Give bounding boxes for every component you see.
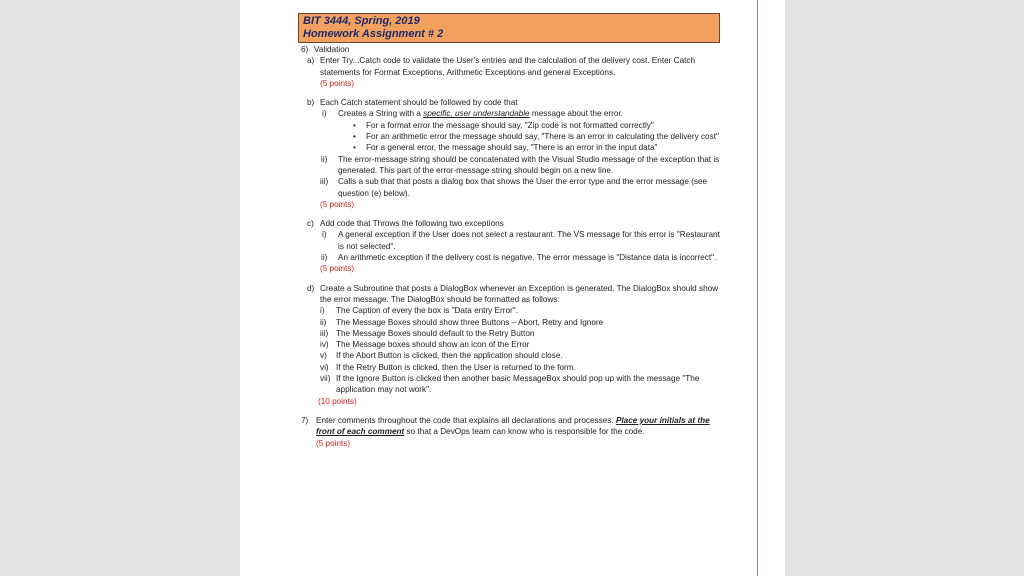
assignment-header	[298, 13, 720, 43]
q6b-bullet-1: • For a format error the message should say, "Zip code is not formatted correctly"	[353, 120, 654, 130]
q6b-points: (5 points)	[320, 199, 355, 209]
q6b-bullet-2: • For an arithmetic error the message should say, "There is an error in calculating the delivery cost"	[353, 132, 719, 142]
q6a: a) Enter Try...Catch code to validate the User's entries and the calculation of the delivery cost. Enter Catch statements for Format Exceptions, Arithmetic Exceptions and general Exceptions.	[307, 56, 696, 77]
course-title: BIT 3444, Spring, 2019	[303, 15, 420, 27]
q6c-points: (5 points)	[320, 264, 355, 274]
q6d-item: iii) The Message Boxes should default to the Retry Button	[320, 328, 535, 338]
q6d-item: vi) If the Retry Button is clicked, then the User is returned to the form.	[320, 362, 576, 372]
margin-line	[757, 0, 758, 576]
q6c: c) Add code that Throws the following two exceptions	[307, 219, 504, 229]
q6d-points: (10 points)	[318, 396, 357, 406]
assignment-title: Homework Assignment # 2	[303, 28, 444, 40]
q6b-i: i) Creates a String with a specific, user understandable message about the error.	[322, 109, 623, 119]
q6c-i: i) A general exception if the User does not select a restaurant. The VS message for this error is "Restaurant is not selected".	[322, 230, 720, 251]
q6d: d) Create a Subroutine that posts a DialogBox whenever an Exception is generated. The DialogBox should show the error message. The DialogBox should be formatted as follows:	[307, 283, 719, 304]
q6d-item: vii) If the Ignore Button is clicked then another basic MessageBox should pop up with the message "The application may not work".	[320, 374, 700, 395]
q6c-ii: ii) An arithmetic exception if the delivery cost is negative. The error message is "Distance data is incorrect".	[321, 253, 717, 263]
q6d-item: v) If the Abort Button is clicked, then the application should close.	[320, 351, 563, 361]
q6b-ii: ii) The error-message string should be concatenated with the Visual Studio message of the exception that is generated. This part of the error-message string should begin on a new line.	[321, 154, 720, 175]
q6b-bullet-3: • For a general error, the message should say, "There is an error in the input data"	[353, 143, 658, 153]
q6d-item: iv) The Message boxes should show an icon of the Error	[320, 340, 530, 350]
q6a-points: (5 points)	[320, 78, 355, 88]
assignment-content	[298, 44, 728, 449]
q7-points: (5 points)	[316, 438, 351, 448]
q6d-item: ii) The Message Boxes should show three Buttons – Abort, Retry and Ignore	[320, 317, 604, 327]
q6b-iii: iii) Calls a sub that that posts a dialog box that shows the User the error type and the error message (see question (e) below).	[320, 177, 708, 198]
question-6: 6) Validation	[301, 45, 350, 54]
q6d-item: i) The Caption of every the box is "Data entry Error".	[320, 306, 518, 316]
q6b: b) Each Catch statement should be followed by code that	[307, 98, 518, 108]
question-7: 7) Enter comments throughout the code that explains all declarations and processes. Place your initials at the front of each comment so that a DevOps team can know who is responsible for the code.	[301, 415, 710, 437]
